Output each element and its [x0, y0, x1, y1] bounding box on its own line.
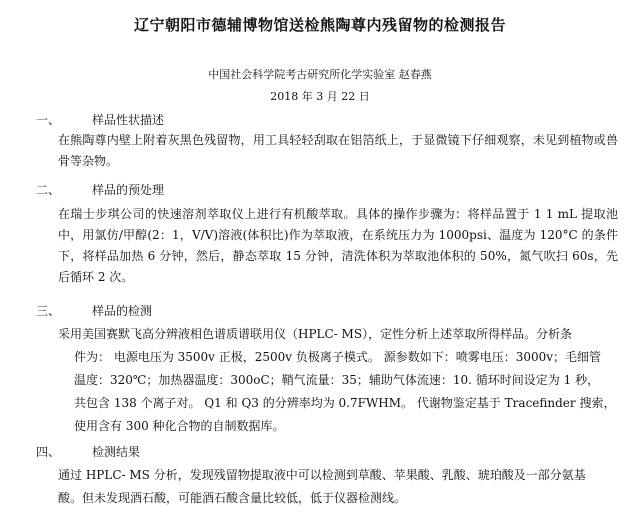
report-title: 辽宁朝阳市德辅博物馆送检熊陶尊内残留物的检测报告 [133, 16, 506, 34]
section-paragraph-1: 在熊陶尊内壁上附着灰黑色残留物，用工具轻轻刮取在铝箔纸上，于显微镜下仔细观察，未见到植物或兽骨等杂物。 [58, 133, 618, 168]
section-4-line-1: 通过 HPLC- MS 分析，发现残留物提取液中可以检测到草酸、苹果酸、乳酸、琥珀酸及一部分氨基 [58, 468, 586, 482]
section-title-4: 检测结果 [92, 445, 141, 459]
section-4-line-2: 酸。但未发现酒石酸，可能酒石酸含量比较低，低于仪器检测线。 [58, 491, 407, 505]
report-date: 2018 年 3 月 22 日 [270, 90, 370, 103]
section-3-line-2: 件为： 电源电压为 3500v 正极，2500v 负极离子模式。 源参数如下：喷雾电压：3000v；毛细管 [74, 350, 602, 364]
section-3-line-4: 共包含 138 个离子对。 Q1 和 Q3 的分辨率均为 0.7FWHM。 代谢物鉴定基于 Tracefinder 搜索， [74, 396, 616, 410]
section-heading-1 [36, 112, 336, 128]
section-number-2: 二、 [36, 183, 61, 197]
report-author: 中国社会科学院考古研究所化学实验室 赵春燕 [208, 68, 432, 81]
section-title-3: 样品的检测 [92, 304, 153, 318]
section-3-line-3: 温度：320℃；加热器温度：300oC；鞘气流量：35；辅助气体流速：10. 循环时间设定为 1 秒， [74, 373, 600, 387]
section-heading-4 [36, 444, 336, 460]
section-number-4: 四、 [36, 445, 61, 459]
section-number-1: 一、 [36, 113, 61, 127]
section-title-2: 样品的预处理 [92, 183, 165, 197]
section-heading-2 [36, 182, 336, 198]
section-paragraph-2: 在瑞士步琪公司的快速溶剂萃取仪上进行有机酸萃取。具体的操作步骤为：将样品置于 1 1 mL 提取池中，用氯仿/甲醇(2：1，V/V)溶液(体积比)作为萃取液，在系统压力为 1000psi、温度为 120°C 的条件下，将样品加热 6 分钟，然后，静态萃取 15 分钟，清洗体积为萃取池体积的 50%，氮气吹扫 60s，先后循环 2 次。 [58, 207, 618, 284]
section-number-3: 三、 [36, 304, 61, 318]
section-heading-3 [36, 303, 336, 319]
section-3-line-1: 采用美国赛默飞高分辨液相色谱质谱联用仪（HPLC- MS），定性分析上述萃取所得样品。分析条 [58, 327, 573, 341]
section-title-1: 样品性状描述 [92, 113, 165, 127]
section-3-line-5: 使用含有 300 种化合物的自制数据库。 [74, 419, 285, 433]
